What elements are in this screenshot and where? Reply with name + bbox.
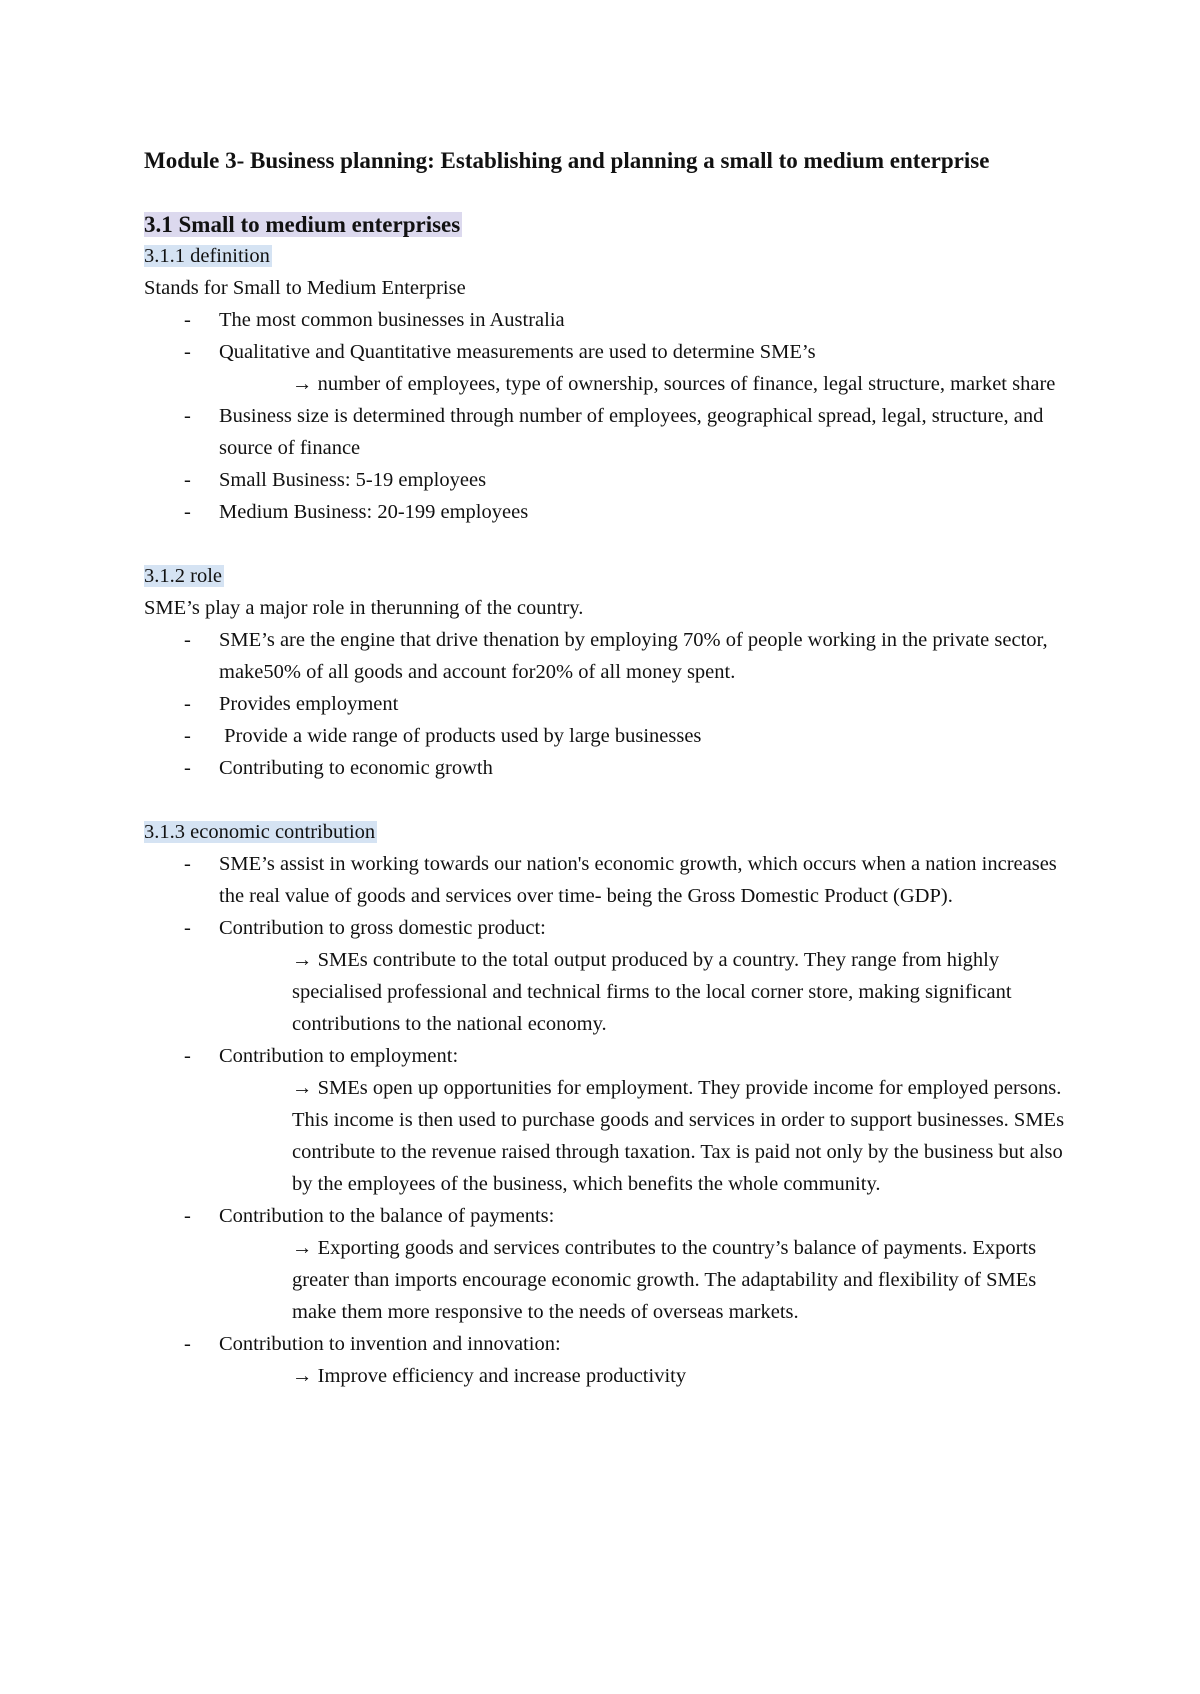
- list-item: [144, 912, 1074, 1040]
- arrow-note: → SMEs contribute to the total output produced by a country. They range from highly specialised professional and technical firms to the local corner store, making significant contributions to the national economy.: [292, 949, 1012, 1035]
- list-item: [144, 720, 1074, 752]
- arrow-note: → Exporting goods and services contributes to the country’s balance of payments. Exports greater than imports encourage economic growth. The adaptability and flexibility of SMEs make them more responsive to the needs of overseas markets.: [292, 1237, 1037, 1323]
- dash-bullet: -: [184, 501, 191, 523]
- economic-list: [144, 848, 1074, 1392]
- dash-bullet: -: [184, 469, 191, 491]
- list-item: [144, 848, 1074, 912]
- subheading-role-text: 3.1.2 role: [144, 565, 222, 587]
- subheading-economic-text: 3.1.3 economic contribution: [144, 821, 376, 843]
- list-item: [144, 304, 1074, 336]
- list-item-text: Contribution to gross domestic product:: [219, 917, 546, 939]
- list-item-text: The most common businesses in Australia: [219, 309, 565, 331]
- role-intro: SME’s play a major role in therunning of the country.: [144, 597, 584, 619]
- arrow-note: → number of employees, type of ownership, sources of finance, legal structure, market share: [292, 373, 1056, 395]
- section-heading-text: 3.1 Small to medium enterprises: [144, 212, 461, 237]
- spacer: [144, 528, 1074, 560]
- list-item-text: Business size is determined through number of employees, geographical spread, legal, structure, and source of finance: [219, 405, 1044, 459]
- list-item-text: Provides employment: [219, 693, 399, 715]
- list-item-text: Contribution to invention and innovation:: [219, 1333, 561, 1355]
- list-item-text: Contribution to employment:: [219, 1045, 459, 1067]
- list-item: [144, 1040, 1074, 1200]
- list-item: [144, 688, 1074, 720]
- document-title: Module 3- Business planning: Establishing and planning a small to medium enterprise: [144, 148, 990, 173]
- subheading-role: [144, 560, 1074, 592]
- list-item: [144, 752, 1074, 784]
- dash-bullet: -: [184, 917, 191, 939]
- subheading-definition-text: 3.1.1 definition: [144, 245, 270, 267]
- dash-bullet: -: [184, 725, 191, 747]
- dash-bullet: -: [184, 629, 191, 651]
- definition-list: [144, 304, 1074, 528]
- list-item: [144, 496, 1074, 528]
- dash-bullet: -: [184, 1333, 191, 1355]
- dash-bullet: -: [184, 757, 191, 779]
- definition-intro: Stands for Small to Medium Enterprise: [144, 277, 466, 299]
- list-item-text: Medium Business: 20-199 employees: [219, 501, 529, 523]
- list-item-text: Qualitative and Quantitative measurements are used to determine SME’s: [219, 341, 816, 363]
- list-item-text: SME’s assist in working towards our nation's economic growth, which occurs when a nation increases the real value of goods and services over time- being the Gross Domestic Product (GDP).: [219, 853, 1057, 907]
- dash-bullet: -: [184, 405, 191, 427]
- dash-bullet: -: [184, 853, 191, 875]
- list-item-text: Small Business: 5-19 employees: [219, 469, 487, 491]
- document-content: [144, 146, 1074, 1392]
- dash-bullet: -: [184, 1045, 191, 1067]
- dash-bullet: -: [184, 341, 191, 363]
- list-item: [144, 624, 1074, 688]
- role-list: [144, 624, 1074, 784]
- list-item: [144, 1200, 1074, 1328]
- arrow-note: → Improve efficiency and increase productivity: [292, 1365, 687, 1387]
- list-item-text: Contribution to the balance of payments:: [219, 1205, 555, 1227]
- arrow-note: → SMEs open up opportunities for employment. They provide income for employed persons. This income is then used to purchase goods and services in order to support businesses. SMEs contribute to the revenue raised through taxation. Tax is paid not only by the business but also by the employees of the business, which benefits the whole community.: [292, 1077, 1065, 1195]
- dash-bullet: -: [184, 693, 191, 715]
- dash-bullet: -: [184, 309, 191, 331]
- list-item: [144, 336, 1074, 400]
- list-item: [144, 400, 1074, 464]
- list-item-text: Provide a wide range of products used by large businesses: [219, 725, 702, 747]
- spacer: [144, 784, 1074, 816]
- list-item: [144, 1328, 1074, 1392]
- list-item-text: Contributing to economic growth: [219, 757, 493, 779]
- section-heading: [144, 210, 1074, 240]
- dash-bullet: -: [184, 1205, 191, 1227]
- list-item: [144, 464, 1074, 496]
- subheading-definition: [144, 240, 1074, 272]
- list-item-text: SME’s are the engine that drive thenation by employing 70% of people working in the private sector, make50% of all goods and account for20% of all money spent.: [219, 629, 1048, 683]
- subheading-economic: [144, 816, 1074, 848]
